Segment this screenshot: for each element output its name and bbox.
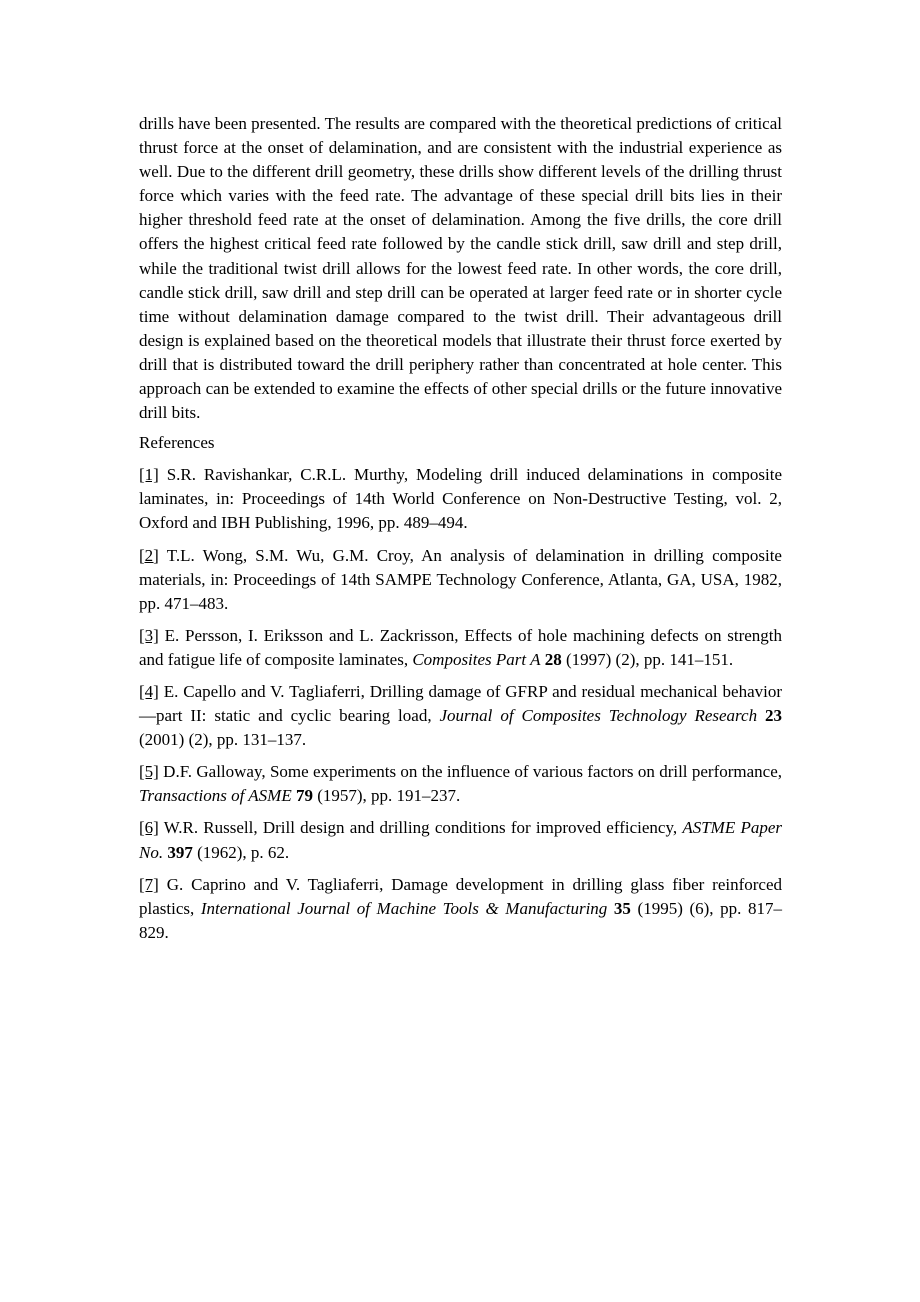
reference-text: G. Caprino and V. Tagliaferri, Damage development in drilling glass fiber reinforced plastics, [139, 874, 783, 918]
reference-details: (1997) (2), pp. 141–151. [565, 649, 734, 669]
reference-text: W.R. Russell, Drill design and drilling conditions for improved efficiency, [163, 818, 678, 838]
reference-text: S.R. Ravishankar, C.R.L. Murthy, Modeling drill induced delaminations in composite laminates, in: Proceedings of 14th World Conference on Non-Destructive Testing, vol. 2, Oxford and IBH Publishing, 1996, pp. 489–494. [139, 465, 783, 533]
reference-link-1[interactable]: [1] [139, 465, 159, 485]
page-content [139, 112, 782, 945]
reference-5 [139, 760, 782, 808]
reference-link-2[interactable]: [2] [139, 545, 159, 565]
reference-volume: 23 [765, 706, 783, 726]
reference-volume: 35 [613, 898, 631, 918]
reference-journal: Transactions of ASME [139, 786, 292, 806]
reference-volume: 397 [167, 842, 193, 862]
reference-1 [139, 463, 782, 535]
reference-text: D.F. Galloway, Some experiments on the influence of various factors on drill performance, [163, 762, 783, 782]
reference-link-3[interactable]: [3] [139, 625, 159, 645]
reference-journal: ASTME Paper No. [139, 818, 782, 862]
reference-details: (1962), p. 62. [197, 842, 290, 862]
reference-6 [139, 816, 782, 864]
reference-details: (1957), pp. 191–237. [317, 786, 461, 806]
reference-volume: 28 [544, 649, 562, 669]
reference-details: (1995) (6), pp. 817–829. [139, 898, 783, 942]
reference-link-6[interactable]: [6] [139, 818, 159, 838]
reference-2 [139, 544, 782, 616]
reference-details: (2001) (2), pp. 131–137. [139, 730, 307, 750]
reference-link-4[interactable]: [4] [139, 681, 159, 701]
reference-7 [139, 873, 782, 945]
reference-volume: 79 [295, 786, 313, 806]
references-heading: References [139, 433, 215, 453]
reference-journal: International Journal of Machine Tools & Manufacturing [200, 898, 608, 918]
reference-text: E. Persson, I. Eriksson and L. Zackrisson, Effects of hole machining defects on strength and fatigue life of composite laminates, [139, 625, 783, 669]
reference-4 [139, 680, 782, 752]
reference-text: T.L. Wong, S.M. Wu, G.M. Croy, An analysis of delamination in drilling composite materials, in: Proceedings of 14th SAMPE Technology Conference, Atlanta, GA, USA, 1982, pp. 471–483. [139, 545, 782, 613]
reference-journal: Composites Part A [412, 649, 541, 669]
conclusion-paragraph: drills have been presented. The results are compared with the theoretical predictions of critical thrust force at the onset of delamination, and are consistent with the industrial experience as well. Due to the different drill geometry, these drills show different levels of the drilling thrust force which varies with the feed rate. The advantage of these special drill bits lies in their higher threshold feed rate at the onset of delamination. Among the five drills, the core drill offers the highest critical feed rate followed by the candle stick drill, saw drill and step drill, while the traditional twist drill allows for the lowest feed rate. In other words, the core drill, candle stick drill, saw drill and step drill can be operated at larger feed rate or in shorter cycle time without delamination damage compared to the twist drill. Their advantageous drill design is explained based on the theoretical models that illustrate their thrust force exerted by drill that is distributed toward the drill periphery rather than concentrated at hole center. This approach can be extended to examine the effects of other special drills or the future innovative drill bits. [139, 114, 782, 423]
reference-text: E. Capello and V. Tagliaferri, Drilling damage of GFRP and residual mechanical behavior—part II: static and cyclic bearing load, [139, 681, 782, 726]
reference-link-7[interactable]: [7] [139, 874, 159, 894]
reference-link-5[interactable]: [5] [139, 762, 159, 782]
reference-journal: Journal of Composites Technology Research [439, 706, 758, 726]
reference-3 [139, 624, 782, 672]
